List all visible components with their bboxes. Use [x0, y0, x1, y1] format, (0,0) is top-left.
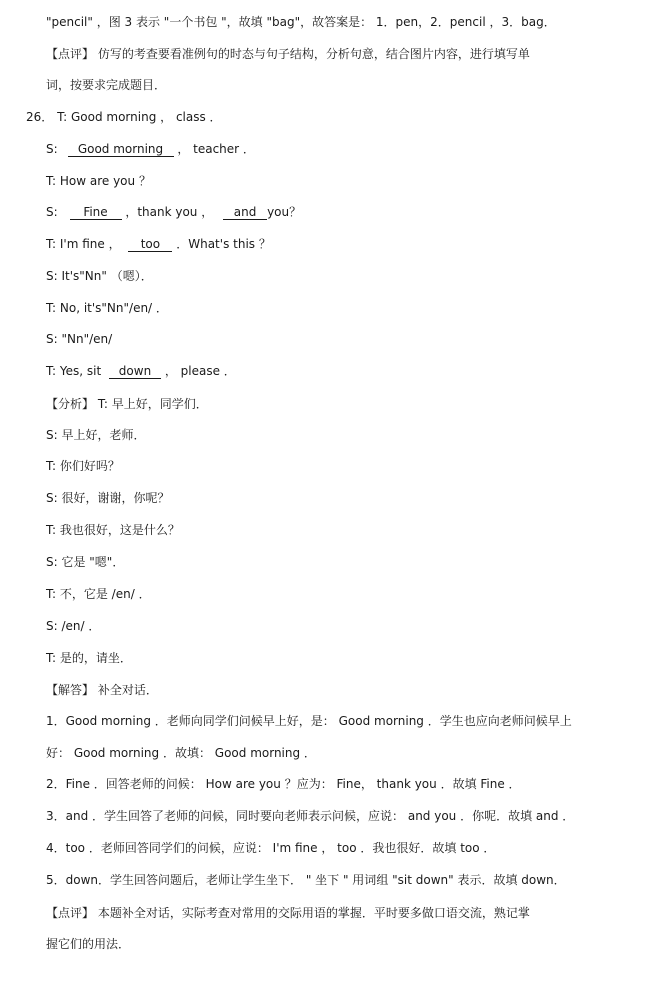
- answer-item-2: 2．Fine ．回答老师的问候： How are you ？应为： Fine， thank you ．故填 Fine ．: [46, 777, 521, 791]
- final-comment-line: [46, 905, 530, 921]
- dialog-text: ，thank you ，: [125, 205, 214, 219]
- q26-line-4: [46, 204, 301, 220]
- q26-line-3: T: How are you ？: [46, 174, 151, 188]
- q26-line-6: S: It's"Nn" （嗯）．: [46, 269, 153, 283]
- answer-blank: too: [128, 237, 172, 252]
- answer-blank: Good morning: [68, 142, 174, 157]
- analysis-line-4: S: 很好，谢谢，你呢？: [46, 491, 170, 505]
- dialog-text: ， teacher ．: [177, 142, 255, 156]
- answer-label: 【解答】: [46, 683, 95, 697]
- answer-blank: and: [223, 205, 267, 220]
- final-comment-cont: 握它们的用法．: [46, 937, 131, 951]
- comment-text: 仿写的考查要看准例句的时态与句子结构，分析句意，结合图片内容，进行填写单: [97, 47, 530, 61]
- speaker: S:: [46, 205, 58, 219]
- dialog-text: ．What's this ？: [176, 237, 271, 251]
- answer-blank: Fine: [70, 205, 122, 220]
- answer-item-1: 1．Good morning ．老师向同学们问候早上好，是： Good morning ．学生也应向老师问候早上: [46, 714, 572, 728]
- analysis-line-2: S: 早上好，老师．: [46, 428, 146, 442]
- analysis-line-3: T: 你们好吗？: [46, 459, 120, 473]
- answer-item-5: 5．down．学生回答问题后，老师让学生坐下． " 坐下 " 用词组 "sit down" 表示．故填 down．: [46, 873, 566, 887]
- analysis-text: T: 早上好，同学们．: [97, 397, 208, 411]
- final-comment-label: 【点评】: [46, 906, 95, 920]
- answer-title-line: [46, 682, 158, 698]
- dialog-text: T: I'm fine ，: [46, 237, 121, 251]
- question-number: 26．: [26, 110, 54, 124]
- answer-title: 补全对话．: [97, 683, 158, 697]
- analysis-line-6: S: 它是 "嗯"．: [46, 555, 125, 569]
- q26-line-7: T: No, it's"Nn"/en/ ．: [46, 301, 168, 315]
- answer-item-3: 3．and ．学生回答了老师的问候，同时要向老师表示问候，应说： and you ．你呢．故填 and ．: [46, 809, 575, 823]
- comment-label: 【点评】: [46, 47, 95, 61]
- analysis-line-9: T: 是的，请坐．: [46, 651, 132, 665]
- q26-line-9: [46, 363, 236, 379]
- dialog-text: ， please ．: [164, 364, 236, 378]
- dialog-text: T: Yes, sit: [46, 364, 102, 378]
- q26-line-8: S: "Nn"/en/: [46, 332, 113, 346]
- dialog-text: T: Good morning ， class ．: [57, 110, 222, 124]
- comment-line: [46, 46, 530, 62]
- answer-blank: down: [109, 364, 161, 379]
- q26-line-5: [46, 236, 271, 252]
- analysis-label: 【分析】: [46, 397, 95, 411]
- answer-item-1-cont: 好： Good morning ．故填： Good morning ．: [46, 746, 316, 760]
- q26-line-2: [46, 141, 255, 157]
- analysis-line-7: T: 不，它是 /en/ ．: [46, 587, 151, 601]
- speaker: S:: [46, 142, 58, 156]
- answer-line: "pencil" ，图 3 表示 "一个书包 "，故填 "bag"，故答案是： 1．pen，2．pencil ，3．bag．: [46, 15, 556, 29]
- q26-line-1: [26, 109, 222, 125]
- final-comment-text: 本题补全对话，实际考查对常用的交际用语的掌握．平时要多做口语交流，熟记掌: [97, 906, 530, 920]
- comment-cont: 词，按要求完成题目．: [46, 78, 167, 92]
- analysis-line-8: S: /en/ ．: [46, 619, 101, 633]
- dialog-text: you？: [267, 205, 302, 219]
- analysis-line-5: T: 我也很好，这是什么？: [46, 523, 180, 537]
- answer-item-4: 4．too ．老师回答同学们的问候，应说： I'm fine ， too ．我也很好．故填 too ．: [46, 841, 496, 855]
- analysis-line-1: [46, 396, 208, 412]
